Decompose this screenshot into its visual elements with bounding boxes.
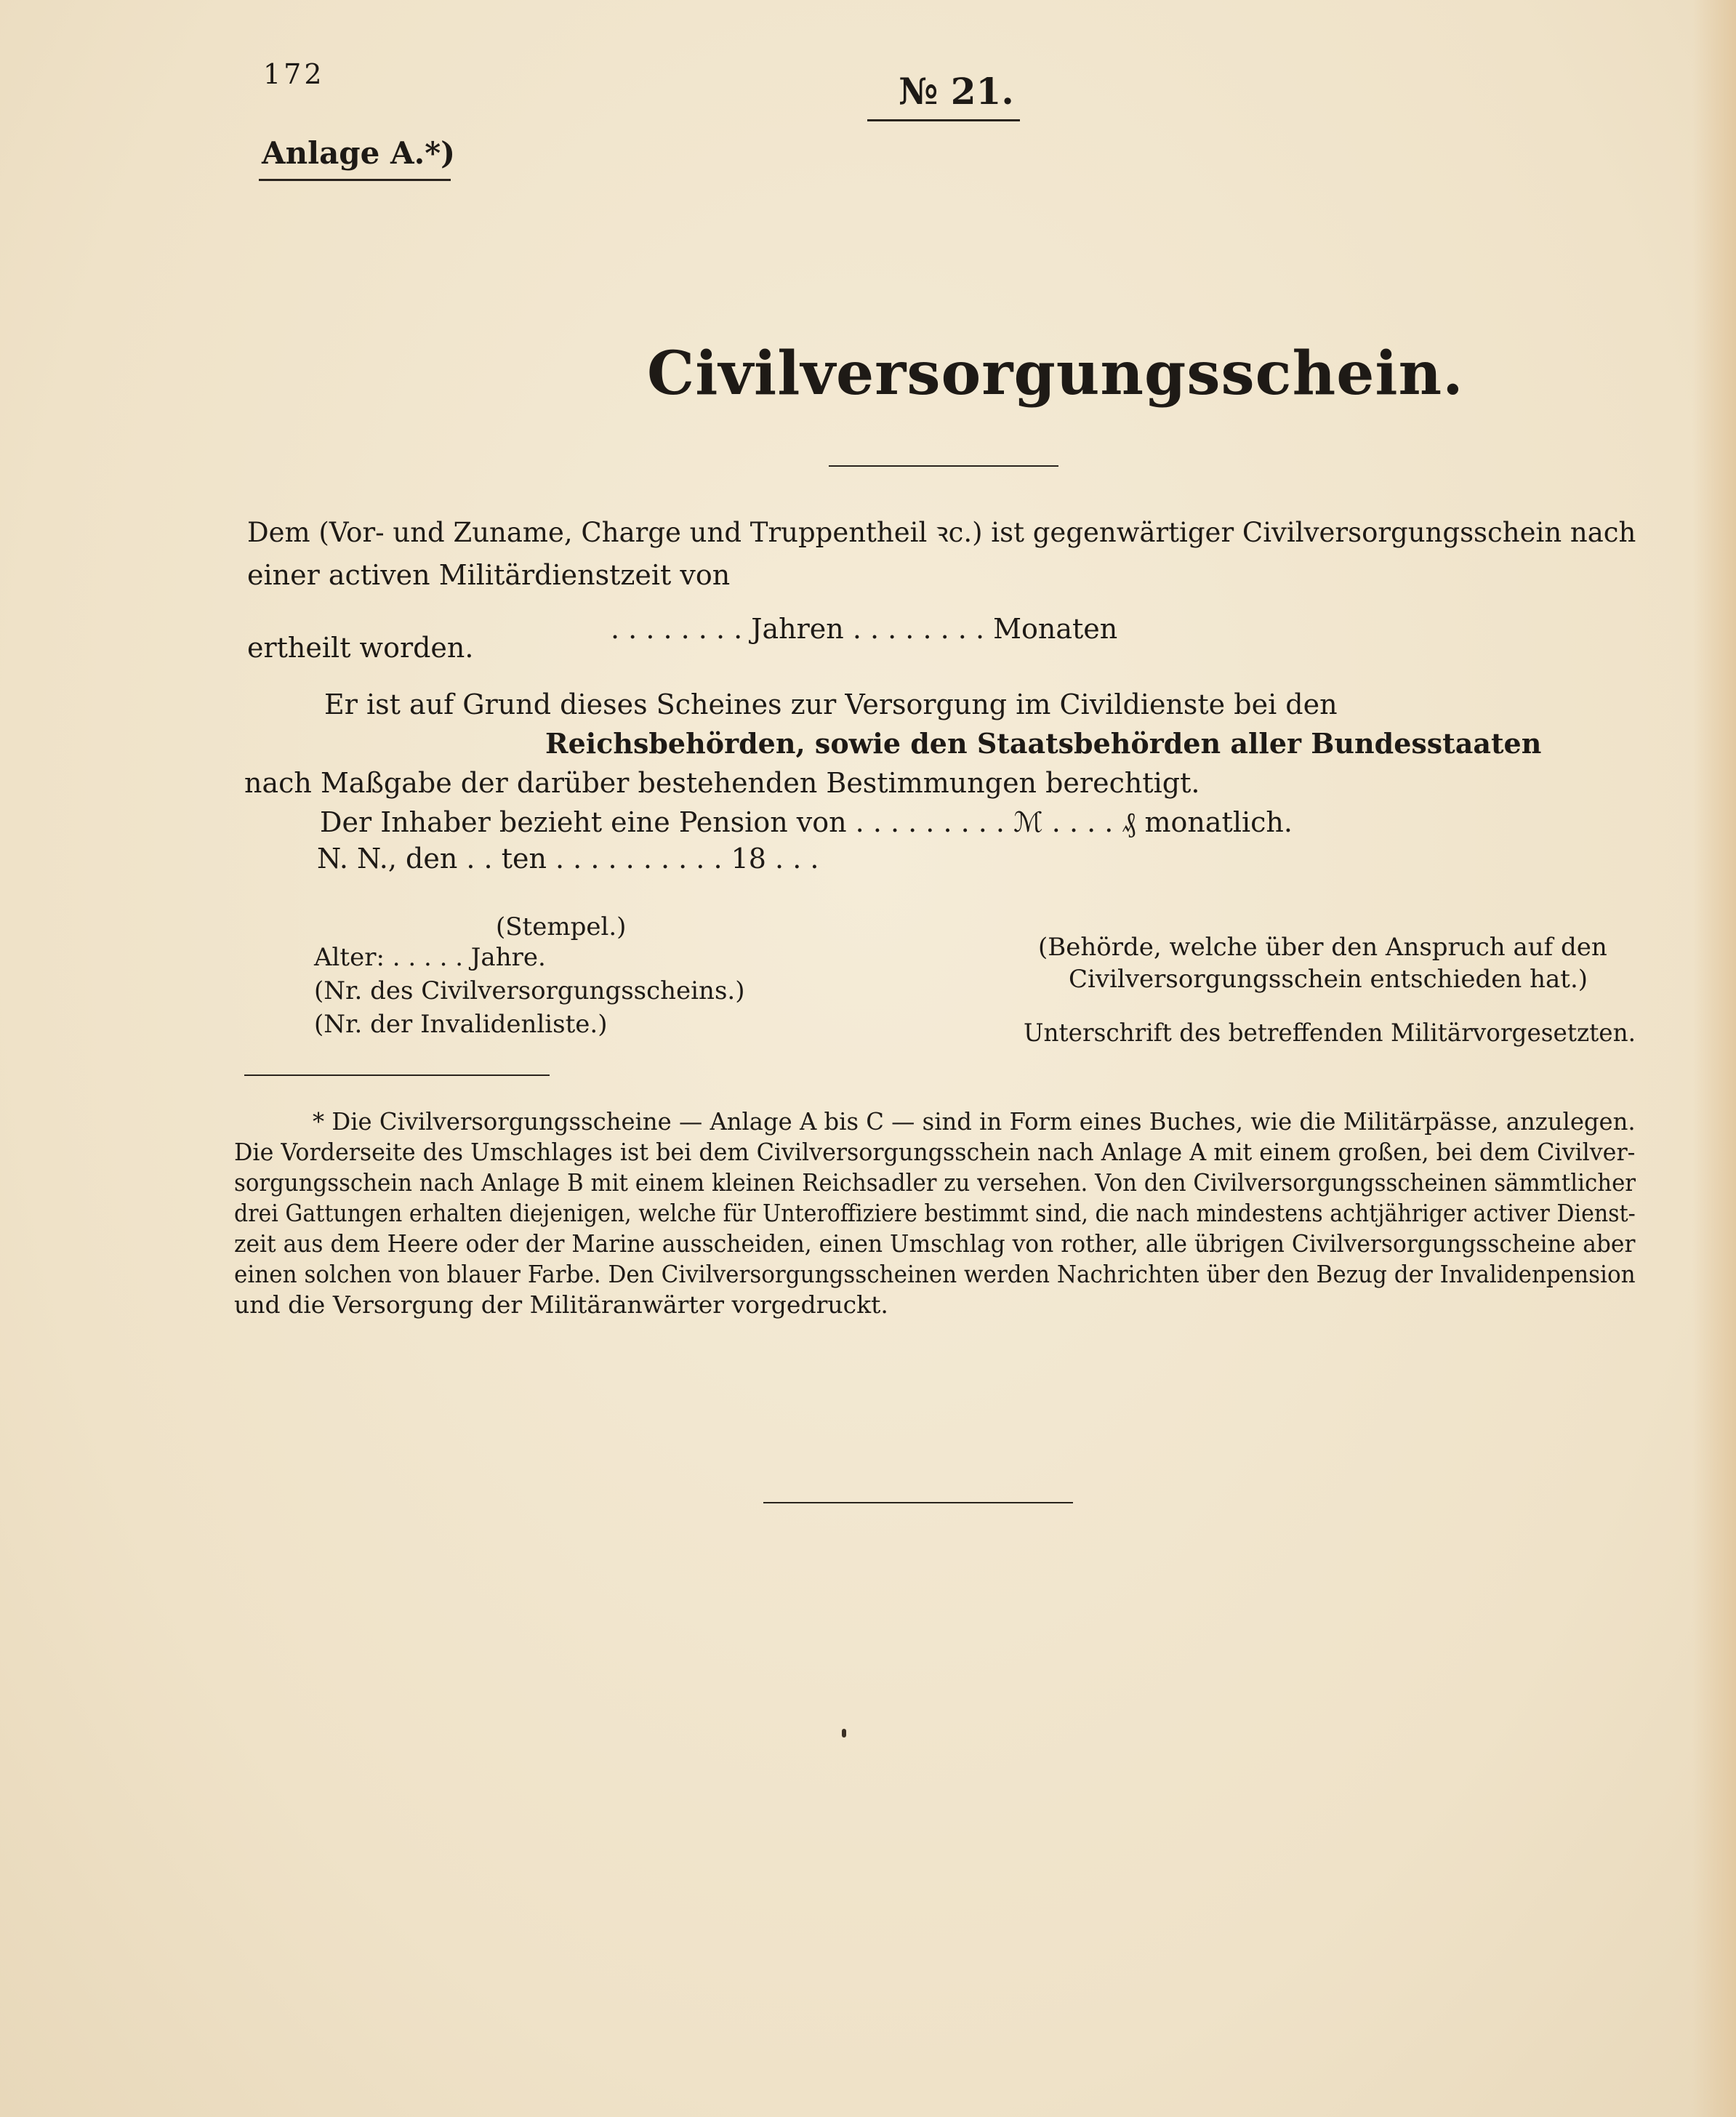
footnote-divider	[244, 1074, 550, 1076]
body-line-1: Dem (Vor- und Zuname, Charge und Truppentheil ꝛc.) ist gegenwärtiger Civilversorgungsschein nach	[247, 517, 1636, 548]
footnote-line-6: einen solchen von blauer Farbe. Den Civilversorgungsscheinen werden Nachrichten über den Bezug der Invalidenpension	[234, 1260, 1636, 1288]
document-number: № 21.	[899, 70, 1014, 113]
body-line-duration: . . . . . . . . Jahren . . . . . . . . Monaten	[611, 613, 1118, 645]
body-line-date: N. N., den . . ten . . . . . . . . . . 18 . . .	[317, 843, 819, 875]
age-field: Alter: . . . . . Jahre.	[314, 943, 546, 972]
footnote-line-1: * Die Civilversorgungsscheine — Anlage A bis C — sind in Form eines Buches, wie die Militärpässe, anzulegen.	[313, 1107, 1636, 1136]
certificate-number-field: (Nr. des Civilversorgungsscheins.)	[314, 976, 745, 1005]
footnote-line-5: zeit aus dem Heere oder der Marine ausscheiden, einen Umschlag von rother, alle übrigen Civilversorgungsscheine aber	[234, 1229, 1636, 1258]
footnote-line-7: und die Versorgung der Militäranwärter vorgedruckt.	[234, 1290, 888, 1319]
body-line-pension: Der Inhaber bezieht eine Pension von . . . . . . . . . ℳ . . . . ₰ monatlich.	[320, 806, 1293, 838]
closing-divider	[763, 1502, 1073, 1503]
authority-line-2: Civilversorgungsschein entschieden hat.)	[1069, 965, 1588, 994]
body-line-7: nach Maßgabe der darüber bestehenden Bestimmungen berechtigt.	[244, 767, 1200, 799]
annex-label: Anlage A.*)	[262, 135, 456, 171]
document-number-underline	[867, 119, 1020, 121]
ink-speck	[842, 1729, 846, 1738]
body-line-2: einer activen Militärdienstzeit von	[247, 559, 731, 591]
annex-label-underline	[259, 179, 451, 181]
footnote-line-2: Die Vorderseite des Umschlages ist bei dem Civilversorgungsschein nach Anlage A mit einem großen, bei dem Civilver-	[234, 1138, 1636, 1166]
stamp-label: (Stempel.)	[496, 912, 627, 941]
title-divider	[829, 465, 1058, 467]
footnote-line-4: drei Gattungen erhalten diejenigen, welche für Unteroffiziere bestimmt sind, die nach mindestens achtjähriger activer Dienst-	[234, 1199, 1636, 1227]
body-line-4: ertheilt worden.	[247, 632, 474, 664]
authority-line-1: (Behörde, welche über den Anspruch auf den	[1038, 933, 1607, 962]
page-number: 172	[263, 58, 325, 90]
footnote-line-3: sorgungsschein nach Anlage B mit einem kleinen Reichsadler zu versehen. Von den Civilversorgungsscheinen sämmtlicher	[234, 1168, 1636, 1197]
body-line-5: Er ist auf Grund dieses Scheines zur Versorgung im Civildienste bei den	[324, 688, 1338, 720]
body-line-6-authorities: Reichsbehörden, sowie den Staatsbehörden aller Bundesstaaten	[545, 727, 1542, 760]
signature-line: Unterschrift des betreffenden Militärvorgesetzten.	[1024, 1019, 1636, 1048]
invalid-list-number-field: (Nr. der Invalidenliste.)	[314, 1010, 608, 1039]
document-title: Civilversorgungsschein.	[647, 339, 1464, 409]
page-edge-shadow	[1692, 0, 1736, 2117]
